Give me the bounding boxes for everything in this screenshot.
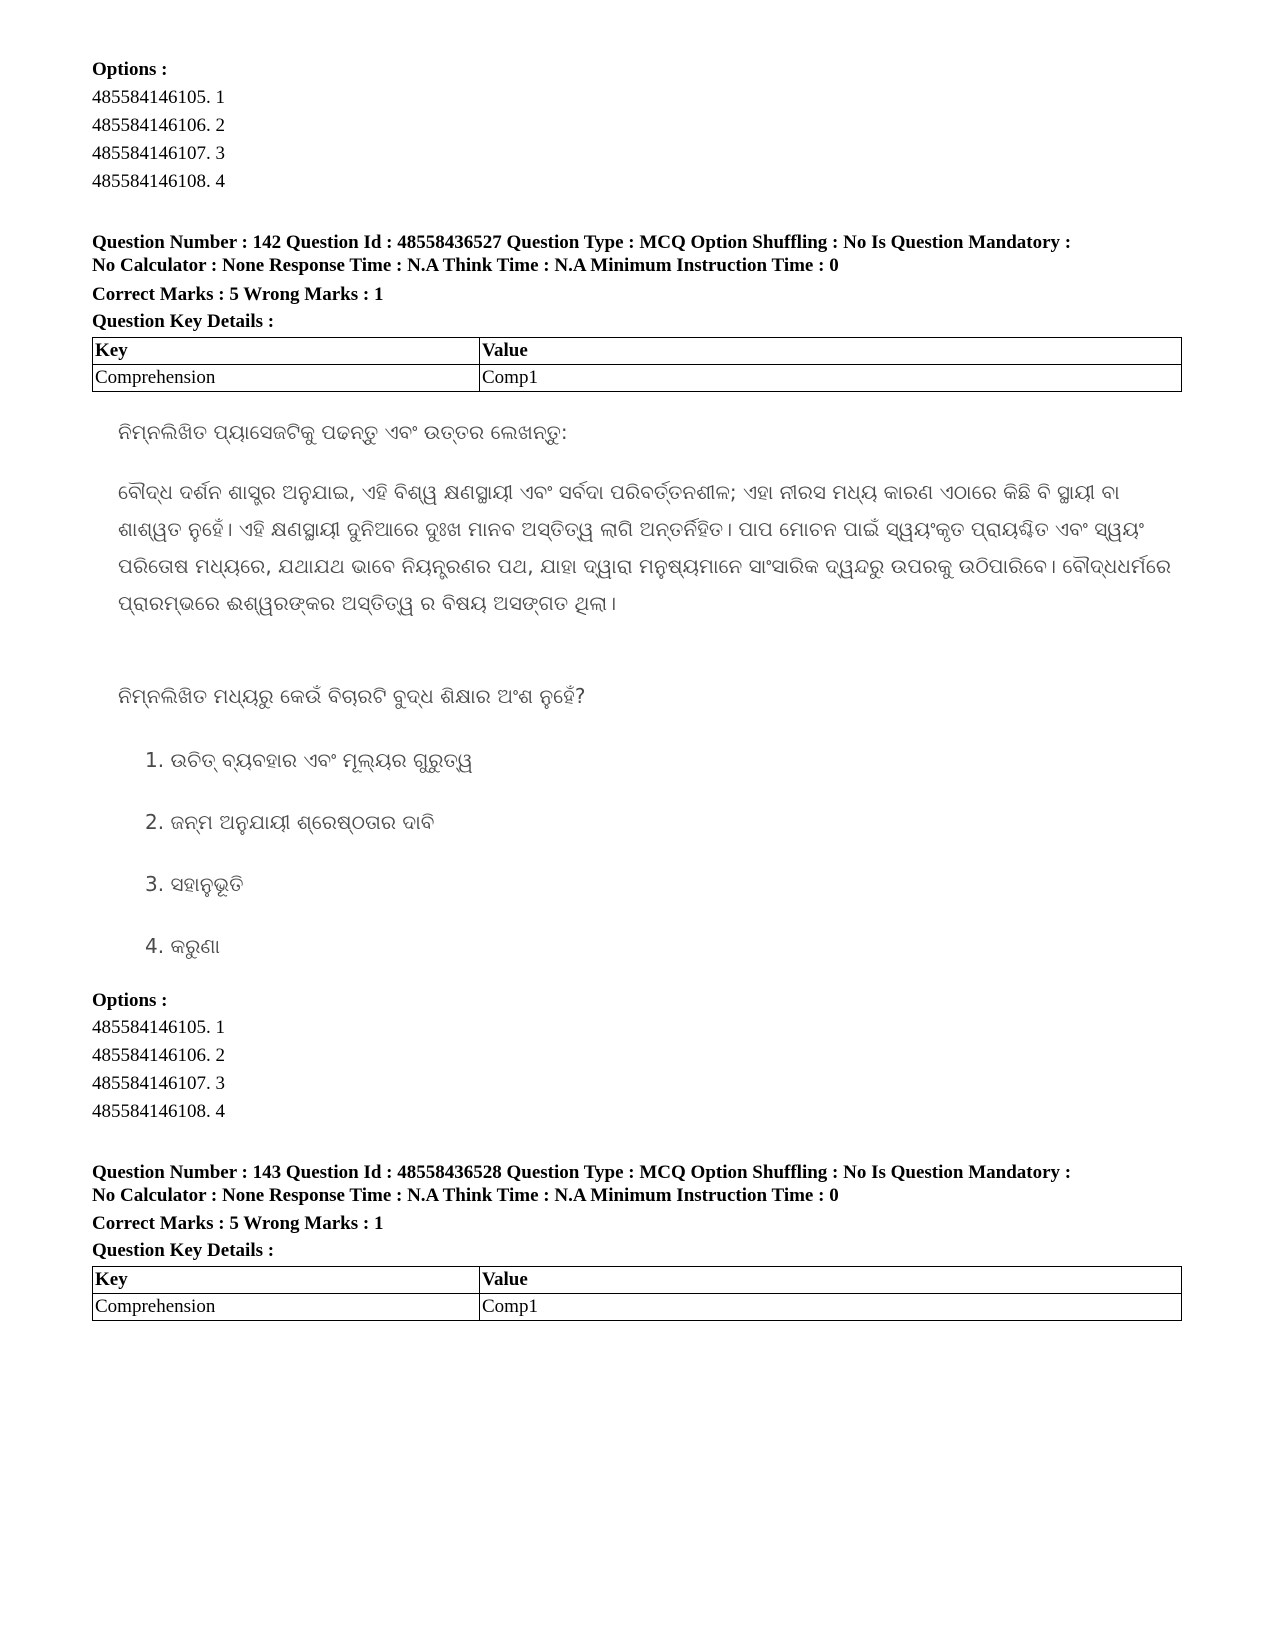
- question-text: ନିମ୍ନଲିଖିତ ମଧ୍ୟରୁ କେଉଁ ବିଚାରଟି ବୁଦ୍ଧ ଶିକ୍ଷାର ଅଂଶ ନୁହେଁ?: [118, 684, 586, 708]
- question-key-table: [92, 1266, 1182, 1321]
- question-key-details-label: Question Key Details :: [92, 311, 275, 332]
- question-header-line: Question Number : 142 Question Id : 48558436527 Question Type : MCQ Option Shuffling : No Is Question Mandatory :: [92, 232, 1072, 253]
- value-cell: Comp1: [480, 1294, 1182, 1321]
- value-header-cell: Value: [480, 338, 1182, 365]
- table-row: [93, 1294, 1182, 1321]
- question-143-header: [92, 1161, 1202, 1207]
- option-list: [92, 1014, 225, 1126]
- option-item: 485584146106. 2: [92, 1045, 225, 1066]
- option-list: [92, 84, 225, 196]
- table-row: [93, 365, 1182, 392]
- option-item: 485584146108. 4: [92, 1101, 225, 1122]
- value-header-cell: Value: [480, 1267, 1182, 1294]
- option-item: 485584146105. 1: [92, 1017, 225, 1038]
- option-item: 485584146108. 4: [92, 171, 225, 192]
- question-header-line: No Calculator : None Response Time : N.A Think Time : N.A Minimum Instruction Time : 0: [92, 1185, 839, 1206]
- option-item: 485584146106. 2: [92, 115, 225, 136]
- answer-choice: 3. ସହାନୁଭୂତି: [145, 872, 244, 896]
- question-marks: Correct Marks : 5 Wrong Marks : 1: [92, 284, 384, 305]
- answer-choice: 4. କରୁଣା: [145, 934, 221, 958]
- question-marks: Correct Marks : 5 Wrong Marks : 1: [92, 1213, 384, 1234]
- question-key-table: [92, 337, 1182, 392]
- table-header-row: [93, 1267, 1182, 1294]
- question-header-line: No Calculator : None Response Time : N.A Think Time : N.A Minimum Instruction Time : 0: [92, 255, 839, 276]
- option-item: 485584146107. 3: [92, 1073, 225, 1094]
- key-header-cell: Key: [93, 338, 480, 365]
- option-item: 485584146107. 3: [92, 143, 225, 164]
- question-key-details-label: Question Key Details :: [92, 1240, 275, 1261]
- key-cell: Comprehension: [93, 365, 480, 392]
- question-header-line: Question Number : 143 Question Id : 48558436528 Question Type : MCQ Option Shuffling : No Is Question Mandatory :: [92, 1162, 1072, 1183]
- table-header-row: [93, 338, 1182, 365]
- answer-choice: 2. ଜନ୍ମ ଅନୁଯାୟୀ ଶ୍ରେଷ୍ଠତାର ଦାବି: [145, 810, 435, 834]
- key-cell: Comprehension: [93, 1294, 480, 1321]
- options-heading: Options :: [92, 59, 168, 80]
- question-142-header: [92, 231, 1202, 277]
- passage-text: ବୌଦ୍ଧ ଦର୍ଶନ ଶାସ୍ତ୍ର ଅନୁଯାଇ, ଏହି ବିଶ୍ୱ କ୍ଷଣସ୍ଥାୟୀ ଏବଂ ସର୍ବଦା ପରିବର୍ତ୍ତନଶୀଳ; ଏହା ନୀରସ ମଧ୍ୟ କାରଣ ଏଠାରେ କିଛି ବି ସ୍ଥାୟୀ ବା ଶାଶ୍ୱତ ନୁହେଁ। ଏହି କ୍ଷଣସ୍ଥାୟୀ ଦୁନିଆରେ ଦୁଃଖ ମାନବ ଅସ୍ତିତ୍ୱ ଲାଗି ଅନ୍ତର୍ନିହିତ। ପାପ ମୋଚନ ପାଇଁ ସ୍ୱୟଂକୃତ ପ୍ରାୟଶ୍ଚିତ ଏବଂ ସ୍ୱୟଂ ପରିତୋଷ ମଧ୍ୟରେ, ଯଥାଯଥ ଭାବେ ନିୟନ୍ତ୍ରଣର ପଥ, ଯାହା ଦ୍ୱାରା ମନୁଷ୍ୟମାନେ ସାଂସାରିକ ଦ୍ୱନ୍ଦରୁ ଉପରକୁ ଉଠିପାରିବେ। ବୌଦ୍ଧଧର୍ମରେ ପ୍ରାରମ୍ଭରେ ଈଶ୍ୱରଙ୍କର ଅସ୍ତିତ୍ୱ ର ବିଷୟ ଅସଙ୍ଗତ ଥିଲା।: [118, 480, 1172, 615]
- option-item: 485584146105. 1: [92, 87, 225, 108]
- passage-instruction: ନିମ୍ନଲିଖିତ ପ୍ୟାସେଜଟିକୁ ପଢନ୍ତୁ ଏବଂ ଉତ୍ତର ଲେଖନ୍ତୁ:: [118, 420, 568, 444]
- options-heading: Options :: [92, 990, 168, 1011]
- answer-choice: 1. ଉଚିତ୍ ବ୍ୟବହାର ଏବଂ ମୂଲ୍ୟର ଗୁରୁତ୍ୱ: [145, 748, 473, 772]
- key-header-cell: Key: [93, 1267, 480, 1294]
- value-cell: Comp1: [480, 365, 1182, 392]
